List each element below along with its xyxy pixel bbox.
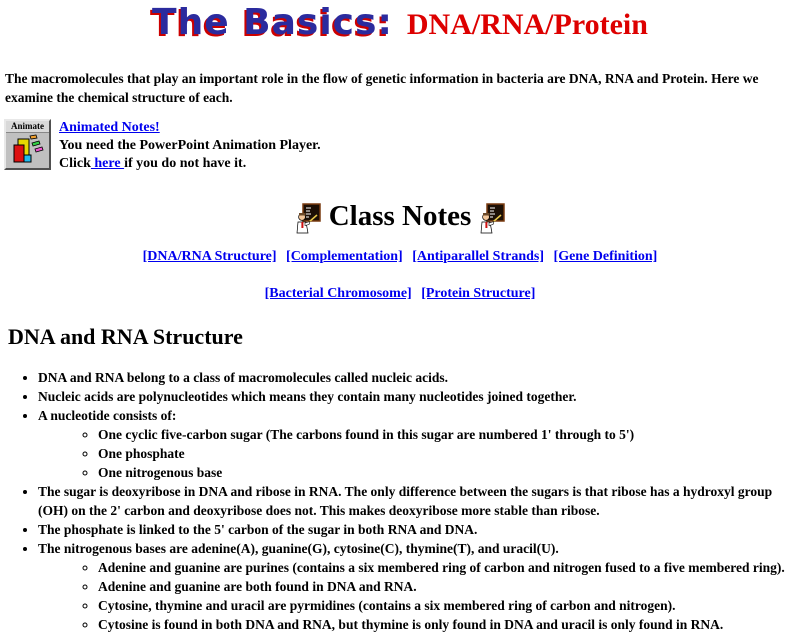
list-subitem-text: One nitrogenous base	[98, 465, 223, 480]
nav-links-row-1	[0, 249, 800, 265]
list-item-text: Nucleic acids are polynucleotides which means they contain many nucleotides joined together.	[38, 389, 577, 404]
nav-links-row-2	[0, 286, 800, 302]
here-link[interactable]: here	[90, 156, 125, 171]
list-subitem-text: One cyclic five-carbon sugar (The carbons found in this sugar are numbered 1' through to 5')	[98, 427, 635, 442]
class-notes-title: Class Notes	[328, 200, 472, 232]
list-subitem	[98, 577, 796, 596]
nav-link-antiparallel-strands[interactable]: [Antiparallel Strands]	[412, 249, 545, 264]
page-title	[0, 2, 800, 43]
list-item-text: DNA and RNA belong to a class of macromolecules called nucleic acids.	[38, 370, 448, 385]
list-item-text: The nitrogenous bases are adenine(A), guanine(G), cytosine(C), thymine(T), and uracil(U).	[38, 541, 559, 556]
list-subitem	[98, 463, 796, 482]
nav-link-protein-structure[interactable]: [Protein Structure]	[421, 286, 536, 301]
list-item	[38, 539, 796, 634]
list-subitem-text: Adenine and guanine are purines (contains a six membered ring of carbon and nitrogen fused to a five membered ring).	[98, 560, 785, 575]
class-notes-heading	[0, 199, 800, 233]
list-item-text: The phosphate is linked to the 5' carbon of the sugar in both RNA and DNA.	[38, 522, 478, 537]
bases-sublist	[38, 558, 796, 634]
list-subitem-text: Cytosine is found in both DNA and RNA, but thymine is only found in DNA and uracil is only found in RNA.	[98, 617, 724, 632]
dna-rna-structure-list	[0, 368, 800, 634]
title-dna-rna-protein: DNA/RNA/Protein	[406, 8, 648, 41]
animate-line3	[59, 155, 321, 173]
list-item	[38, 406, 796, 482]
list-subitem	[98, 596, 796, 615]
teacher-blackboard-icon	[295, 203, 321, 233]
animated-notes-block	[4, 119, 800, 173]
nav-link-bacterial-chromosome[interactable]: [Bacterial Chromosome]	[264, 286, 412, 301]
list-subitem-text: One phosphate	[98, 446, 185, 461]
list-item	[38, 387, 796, 406]
nav-link-dna-rna-structure[interactable]: [DNA/RNA Structure]	[142, 249, 277, 264]
title-the-basics: The Basics:	[152, 2, 393, 43]
list-subitem	[98, 425, 796, 444]
animate-text-lines	[59, 119, 321, 173]
teacher-blackboard-icon	[479, 203, 505, 233]
list-subitem	[98, 615, 796, 634]
list-subitem-text: Adenine and guanine are both found in DNA and RNA.	[98, 579, 417, 594]
page	[0, 2, 800, 632]
list-item	[38, 482, 796, 520]
list-subitem	[98, 444, 796, 463]
list-subitem-text: Cytosine, thymine and uracil are pyrmidines (contains a six membered ring of carbon and nitrogen).	[98, 598, 676, 613]
powerpoint-animate-icon[interactable]	[4, 119, 51, 170]
nucleotide-sublist	[38, 425, 796, 482]
intro-paragraph: The macromolecules that play an important role in the flow of genetic information in bacteria are DNA, RNA and Protein. Here we examine the chemical structure of each.	[5, 71, 759, 105]
animate-line3-suffix: if you do not have it.	[124, 156, 247, 171]
list-item	[38, 368, 796, 387]
list-item	[38, 520, 796, 539]
animated-notes-link[interactable]: Animated Notes!	[59, 120, 160, 135]
nav-link-gene-definition[interactable]: [Gene Definition]	[553, 249, 658, 264]
nav-link-complementation[interactable]: [Complementation]	[286, 249, 403, 264]
animate-icon-label: Animate	[6, 121, 49, 133]
animate-line3-prefix: Click	[59, 156, 91, 171]
animate-icon-art	[6, 133, 49, 168]
section-heading-dna-rna-structure: DNA and RNA Structure	[8, 324, 243, 349]
list-subitem	[98, 558, 796, 577]
list-item-text: A nucleotide consists of:	[38, 408, 177, 423]
list-item-text: The sugar is deoxyribose in DNA and ribose in RNA. The only difference between the sugars is that ribose has a hydroxyl group (OH) on the 2' carbon and deoxyribose does not. This makes deoxyribose more stable than ribose.	[38, 484, 773, 518]
animate-line2: You need the PowerPoint Animation Player.	[59, 138, 321, 153]
